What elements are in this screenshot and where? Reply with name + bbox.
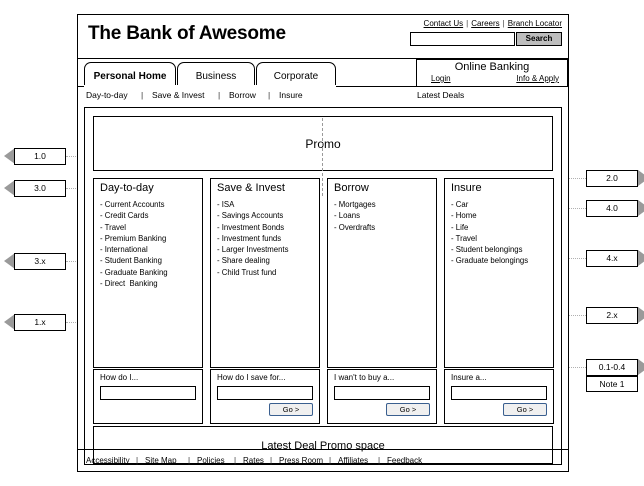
callout-label: 1.0: [14, 148, 66, 165]
browser-frame: [77, 14, 569, 472]
list-item[interactable]: - Student Banking: [100, 256, 162, 266]
list-item[interactable]: - Home: [451, 211, 477, 221]
divider: |: [329, 456, 332, 465]
column-form-panel: [210, 369, 320, 424]
leader-line: [568, 178, 586, 179]
search-area: [410, 32, 562, 46]
list-item[interactable]: - Graduate Banking: [100, 267, 168, 277]
callout-tip-icon: [638, 250, 644, 266]
list-item[interactable]: - Life: [451, 222, 469, 232]
callout-label: 4.x: [586, 250, 638, 267]
divider: |: [466, 19, 469, 28]
callout-tip-icon: [638, 200, 644, 216]
site-header: [78, 15, 568, 59]
subnav-item-save-invest[interactable]: Save & Invest: [152, 90, 205, 100]
column-title: Save & Invest: [217, 182, 285, 194]
callout-label: 3.x: [14, 253, 66, 270]
footer-link-rates[interactable]: Rates: [243, 456, 264, 465]
footer-link-feedback[interactable]: Feedback: [387, 456, 423, 465]
footer-link-site-map[interactable]: Site Map: [145, 456, 177, 465]
list-item[interactable]: - Mortgages: [334, 200, 376, 209]
page-canvas: [84, 107, 562, 465]
subnav-item-borrow[interactable]: Borrow: [229, 90, 256, 100]
callout-label: 0.1-0.4: [586, 359, 638, 376]
list-item[interactable]: - Investment funds: [217, 233, 282, 243]
online-banking-panel: [416, 59, 568, 87]
subnav-item-latest-deals[interactable]: Latest Deals: [417, 90, 465, 100]
list-item[interactable]: - Larger Investments: [217, 245, 289, 255]
column-link-list: [217, 199, 317, 278]
list-item[interactable]: - Loans: [334, 211, 361, 221]
list-item[interactable]: - International: [100, 245, 148, 255]
form-select[interactable]: [451, 386, 547, 400]
form-select[interactable]: [100, 386, 196, 400]
note-box: Note 1: [586, 376, 638, 392]
link-login[interactable]: Login: [431, 74, 451, 83]
column-form-panel: [444, 369, 554, 424]
list-item[interactable]: - Savings Accounts: [217, 211, 284, 221]
list-item[interactable]: - Graduate belongings: [451, 256, 529, 266]
callout-label: 2.0: [586, 170, 638, 187]
divider: |: [136, 456, 139, 465]
column-link-list: [334, 199, 434, 233]
column-link-list: [451, 199, 551, 267]
subnav-item-insure[interactable]: Insure: [279, 90, 303, 100]
column-borrow: [327, 178, 437, 414]
search-button[interactable]: Search: [516, 32, 562, 46]
footer-link-affiliates[interactable]: Affiliates: [338, 456, 369, 465]
go-button[interactable]: Go >: [269, 403, 313, 416]
divider: |: [502, 19, 505, 28]
list-item[interactable]: - Child Trust fund: [217, 267, 277, 277]
form-label: I wan't to buy a...: [334, 373, 395, 382]
page-title: The Bank of Awesome: [88, 23, 286, 44]
go-button[interactable]: Go >: [386, 403, 430, 416]
footer-link-accessibility[interactable]: Accessibility: [86, 456, 130, 465]
tab-personal-home[interactable]: Personal Home: [84, 62, 176, 87]
divider: |: [270, 456, 273, 465]
divider: |: [218, 90, 221, 100]
link-info-apply[interactable]: Info & Apply: [516, 74, 559, 83]
list-item[interactable]: - Student belongings: [451, 245, 523, 255]
list-item[interactable]: - ISA: [217, 200, 235, 209]
site-footer: [78, 449, 568, 471]
footer-link-policies[interactable]: Policies: [197, 456, 225, 465]
form-label: How do I...: [100, 373, 139, 382]
tab-corporate[interactable]: Corporate: [256, 62, 336, 87]
column-title: Insure: [451, 182, 482, 194]
column-insure: [444, 178, 554, 414]
leader-line: [566, 367, 586, 368]
online-banking-title: Online Banking: [454, 61, 530, 73]
list-item[interactable]: - Travel: [100, 222, 126, 232]
subnav-item-day-to-day[interactable]: Day-to-day: [86, 90, 128, 100]
divider: |: [378, 456, 381, 465]
link-branch-locator[interactable]: Branch Locator: [507, 19, 562, 28]
callout-label: 4.0: [586, 200, 638, 217]
promo-placeholder: Promo: [93, 116, 553, 171]
utility-links: [424, 19, 562, 28]
list-item[interactable]: - Investment Bonds: [217, 222, 285, 232]
form-select[interactable]: [217, 386, 313, 400]
divider: |: [141, 90, 144, 100]
list-item[interactable]: - Current Accounts: [100, 200, 165, 209]
search-input[interactable]: [410, 32, 515, 46]
link-contact-us[interactable]: Contact Us: [423, 19, 464, 28]
callout-tip-icon: [638, 170, 644, 186]
divider: |: [188, 456, 191, 465]
column-link-list: [100, 199, 200, 289]
list-item[interactable]: - Premium Banking: [100, 233, 167, 243]
column-form-panel: [327, 369, 437, 424]
tab-business[interactable]: Business: [177, 62, 255, 87]
form-label: How do I save for...: [217, 373, 286, 382]
divider: |: [234, 456, 237, 465]
column-day-to-day: [93, 178, 203, 382]
callout-label: 1.x: [14, 314, 66, 331]
category-columns: [93, 178, 553, 414]
list-item[interactable]: - Direct Banking: [100, 279, 158, 289]
form-select[interactable]: [334, 386, 430, 400]
list-item[interactable]: - Credit Cards: [100, 211, 149, 221]
callout-tip-icon: [638, 359, 644, 375]
latest-deal-placeholder: Latest Deal Promo space: [93, 426, 553, 464]
callout-label: 3.0: [14, 180, 66, 197]
center-guide-line: [322, 118, 323, 196]
link-careers[interactable]: Careers: [471, 19, 500, 28]
go-button[interactable]: Go >: [503, 403, 547, 416]
footer-link-press-room[interactable]: Press Room: [279, 456, 324, 465]
list-item[interactable]: - Overdrafts: [334, 222, 376, 232]
callout-label: 2.x: [586, 307, 638, 324]
list-item[interactable]: - Travel: [451, 233, 477, 243]
form-label: Insure a...: [451, 373, 487, 382]
column-title: Day-to-day: [100, 182, 154, 194]
list-item[interactable]: - Car: [451, 200, 469, 209]
column-title: Borrow: [334, 182, 369, 194]
secondary-nav: [78, 87, 568, 104]
column-save-invest: [210, 178, 320, 414]
callout-tip-icon: [638, 307, 644, 323]
divider: |: [268, 90, 271, 100]
list-item[interactable]: - Share dealing: [217, 256, 270, 266]
column-form-panel: [93, 369, 203, 424]
